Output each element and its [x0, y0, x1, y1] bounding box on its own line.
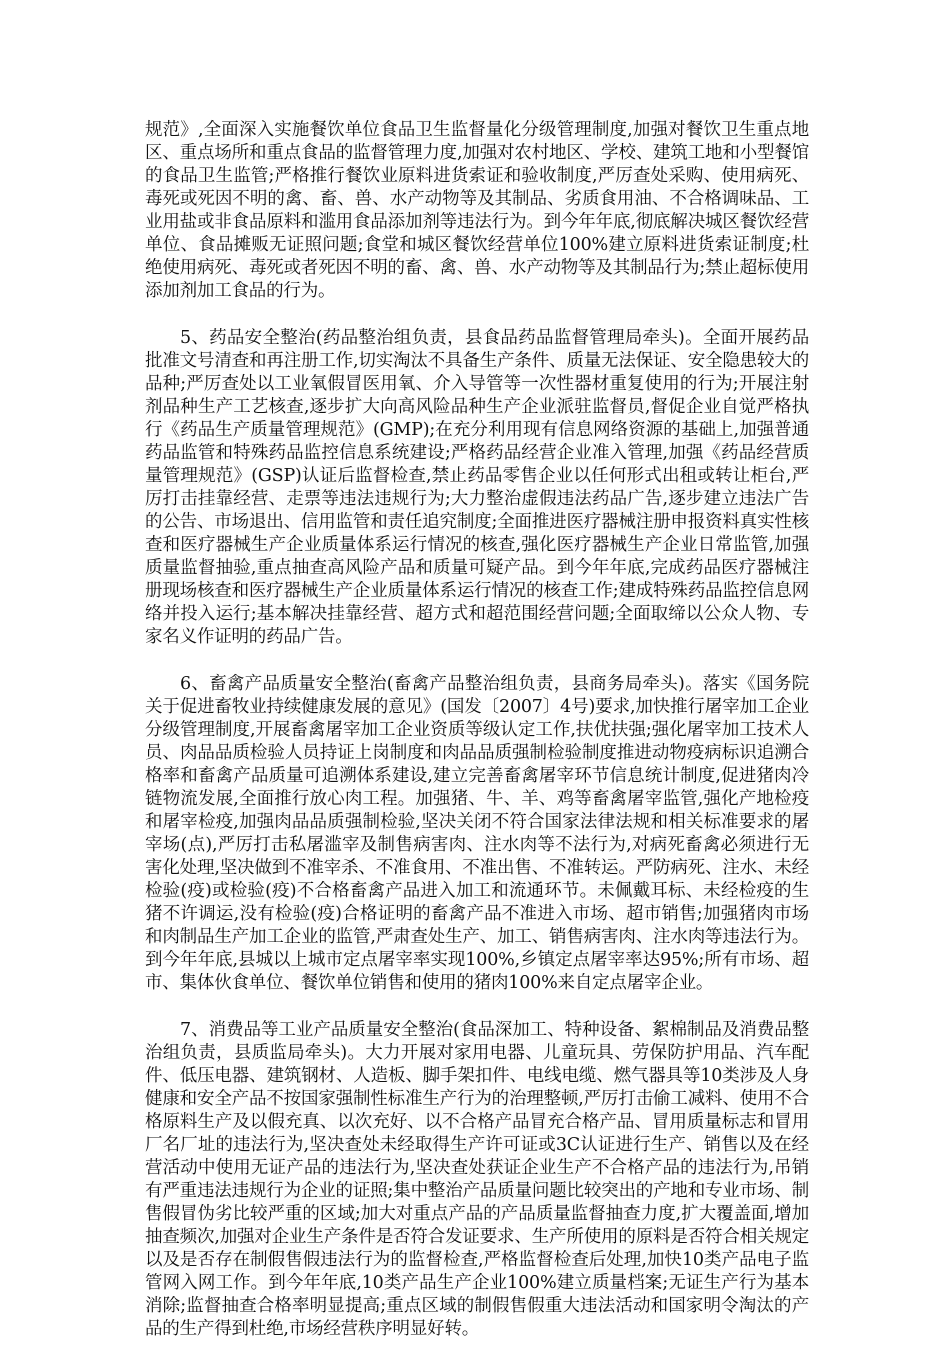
paragraph-drug-safety: 5、药品安全整治(药品整治组负责，县食品药品监督管理局牵头)。全面开展药品批准文号清查和再注册工作,切实淘汰不具备生产条件、质量无法保证、安全隐患较大的品种;严厉查处以工业氧假冒医用氧、介入导管等一次性器材重复使用的行为;开展注射剂品种生产工艺核查,逐步扩大向高风险品种生产企业派驻监督员,督促企业自觉严格执行《药品生产质量管理规范》(GMP);在充分利用现有信息网络资源的基础上,加强普通药品监管和特殊药品监控信息系统建设;严格药品经营企业准入管理,加强《药品经营质量管理规范》(GSP)认证后监督检查,禁止药品零售企业以任何形式出租或转让柜台,严厉打击挂靠经营、走票等违法违规行为;大力整治虚假违法药品广告,逐步建立违法广告的公告、市场退出、信用监管和责任追究制度;全面推进医疗器械注册申报资料真实性核查和医疗器械生产企业质量体系运行情况的核查,强化医疗器械生产企业日常监管,加强质量监督抽验,重点抽查高风险产品和质量可疑产品。到今年年底,完成药品医疗器械注册现场核查和医疗器械生产企业质量体系运行情况的核查工作;建成特殊药品监控信息网络并投入运行;基本解决挂靠经营、超方式和超范围经营问题;全面取缔以公众人物、专家名义作证明的药品广告。	[145, 328, 809, 647]
paragraph-consumer-goods: 7、消费品等工业产品质量安全整治(食品深加工、特种设备、絮棉制品及消费品整治组负责，县质监局牵头)。大力开展对家用电器、儿童玩具、劳保防护用品、汽车配件、低压电器、建筑钢材、人造板、脚手架扣件、电线电缆、燃气器具等10类涉及人身健康和安全产品不按国家强制性标准生产行为的治理整顿,严厉打击偷工减料、使用不合格原料生产及以假充真、以次充好、以不合格产品冒充合格产品、冒用质量标志和冒用厂名厂址的违法行为,坚决查处未经取得生产许可证或3C认证进行生产、销售以及在经营活动中使用无证产品的违法行为,坚决查处获证企业生产不合格产品的违法行为,吊销有严重违法违规行为企业的证照;集中整治产品质量问题比较突出的产地和专业市场、制售假冒伪劣比较严重的区域;加大对重点产品的产品质量监督抽查力度,扩大覆盖面,增加抽查频次,加强对企业生产条件是否符合发证要求、生产所使用的原料是否符合相关规定以及是否存在制假售假违法行为的监督检查,严格监督检查后处理,加快10类产品电子监管网入网工作。到今年年底,10类产品生产企业100%建立质量档案;无证生产行为基本消除;监督抽查合格率明显提高;重点区域的制假售假重大违法活动和国家明令淘汰的产品的生产得到杜绝,市场经营秩序明显好转。	[145, 1020, 809, 1339]
paragraph-livestock-products: 6、畜禽产品质量安全整治(畜禽产品整治组负责，县商务局牵头)。落实《国务院关于促进畜牧业持续健康发展的意见》(国发〔2007〕4号)要求,加快推行屠宰加工企业分级管理制度,开展畜禽屠宰加工企业资质等级认定工作,扶优扶强;强化屠宰加工技术人员、肉品品质检验人员持证上岗制度和肉品品质强制检验制度推进动物疫病标识追溯合格率和畜禽产品质量可追溯体系建设,建立完善畜禽屠宰环节信息统计制度,促进猪肉冷链物流发展,全面推行放心肉工程。加强猪、牛、羊、鸡等畜禽屠宰监管,强化产地检疫和屠宰检疫,加强肉品品质强制检验,坚决关闭不符合国家法律法规和相关标准要求的屠宰场(点),严厉打击私屠滥宰及制售病害肉、注水肉等不法行为,对病死畜禽必须进行无害化处理,坚决做到不准宰杀、不准食用、不准出售、不准转运。严防病死、注水、未经检验(疫)或检验(疫)不合格畜禽产品进入加工和流通环节。未佩戴耳标、未经检疫的生猪不许调运,没有检验(疫)合格证明的畜禽产品不准进入市场、超市销售;加强猪肉市场和肉制品生产加工企业的监管,严肃查处生产、加工、销售病害肉、注水肉等违法行为。到今年年底,县城以上城市定点屠宰率实现100%,乡镇定点屠宰率达95%;所有市场、超市、集体伙食单位、餐饮单位销售和使用的猪肉100%来自定点屠宰企业。	[145, 674, 809, 993]
document-page	[145, 119, 809, 1365]
paragraph-food-hygiene-continued: 规范》,全面深入实施餐饮单位食品卫生监督量化分级管理制度,加强对餐饮卫生重点地区、重点场所和重点食品的监督管理力度,加强对农村地区、学校、建筑工地和小型餐馆的食品卫生监管;严格推行餐饮业原料进货索证和验收制度,严厉查处采购、使用病死、毒死或死因不明的禽、畜、兽、水产动物等及其制品、劣质食用油、不合格调味品、工业用盐或非食品原料和滥用食品添加剂等违法行为。到今年年底,彻底解决城区餐饮经营单位、食品摊贩无证照问题;食堂和城区餐饮经营单位100%建立原料进货索证制度;杜绝使用病死、毒死或者死因不明的畜、禽、兽、水产动物等及其制品行为;禁止超标使用添加剂加工食品的行为。	[145, 120, 809, 301]
